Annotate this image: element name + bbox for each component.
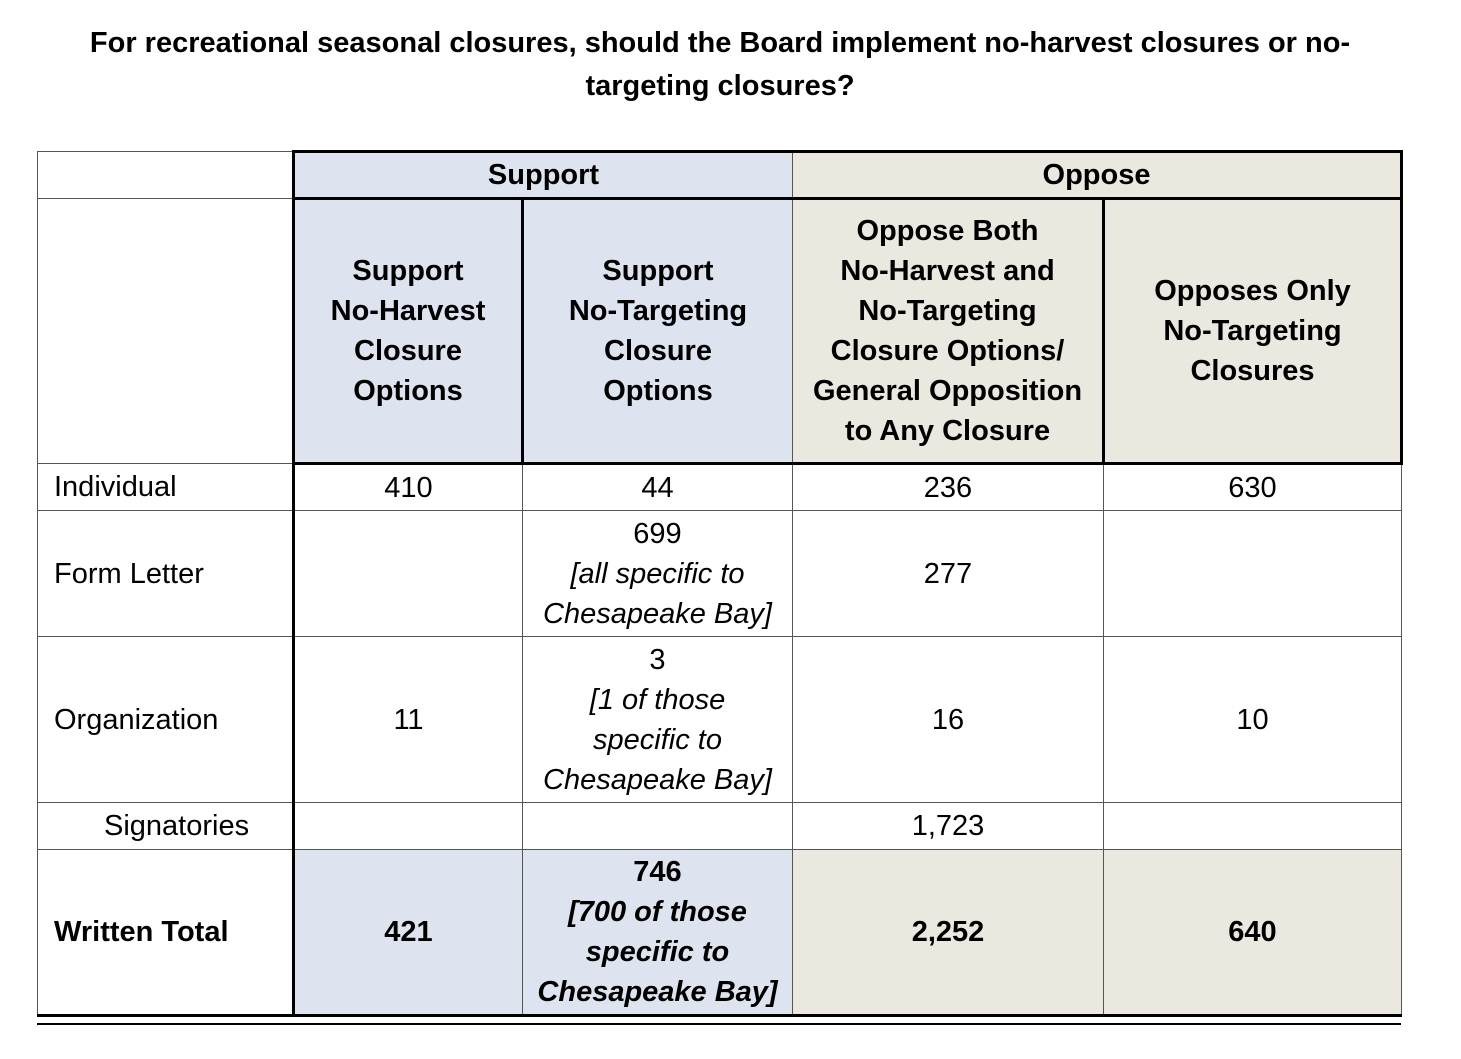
data-cell (294, 511, 523, 637)
column-header-line: Closures (1190, 355, 1315, 387)
cell-value: 11 (393, 703, 424, 736)
data-cell (1104, 464, 1402, 511)
oppose-group-header: Oppose (793, 152, 1402, 199)
column-header-row (38, 199, 1402, 464)
total-cell (523, 850, 793, 1016)
column-header-line: General Opposition (812, 375, 1083, 407)
data-cell (294, 464, 523, 511)
cell-value: 277 (923, 557, 973, 590)
data-cell (793, 464, 1104, 511)
data-cell (523, 464, 793, 511)
table-row (38, 637, 1402, 803)
row-label: Organization (38, 637, 294, 803)
column-header-line: Support (352, 255, 464, 287)
cell-note: [all specific to (570, 557, 745, 590)
cell-note: specific to (593, 723, 722, 756)
closure-comments-table (37, 150, 1403, 1017)
row-label: Signatories (38, 803, 294, 850)
cell-value: 410 (384, 471, 433, 504)
column-header-line: Support (602, 255, 714, 287)
total-cell (1104, 850, 1402, 1016)
cell-note: Chesapeake Bay] (537, 976, 778, 1008)
column-header-line: No-Targeting (1163, 315, 1342, 347)
group-header-row (38, 152, 1402, 199)
cell-note: Chesapeake Bay] (543, 597, 772, 630)
col-header-support-no-harvest (294, 199, 523, 464)
cell-note: Chesapeake Bay] (543, 763, 772, 796)
data-cell (294, 637, 523, 803)
column-header-line: Closure (604, 335, 712, 367)
total-row (38, 850, 1402, 1016)
cell-note: [700 of those (568, 896, 747, 928)
total-cell (294, 850, 523, 1016)
data-cell (793, 803, 1104, 850)
column-header-line: Oppose Both (856, 215, 1039, 247)
cell-value: 44 (641, 471, 674, 504)
cell-value: 3 (649, 643, 666, 676)
data-cell (1104, 803, 1402, 850)
title-line-2: targeting closures? (585, 70, 855, 102)
col-header-support-no-targeting (523, 199, 793, 464)
col-header-oppose-both (793, 199, 1104, 464)
column-header-line: No-Harvest and (840, 255, 1055, 287)
cell-value: 2,252 (911, 916, 985, 948)
cell-note: specific to (585, 936, 730, 968)
column-header-line: Closure Options/ (830, 335, 1065, 367)
data-cell (793, 511, 1104, 637)
column-header-line: No-Targeting (858, 295, 1037, 327)
cell-value: 16 (931, 703, 965, 736)
cell-value: 421 (384, 916, 433, 948)
data-cell (1104, 637, 1402, 803)
table-row (38, 511, 1402, 637)
column-header-line: Opposes Only (1154, 275, 1351, 307)
cell-value: 640 (1228, 916, 1277, 948)
data-cell (523, 511, 793, 637)
data-cell (1104, 511, 1402, 637)
page-title (20, 22, 1420, 108)
column-header-line: No-Harvest (330, 295, 486, 327)
column-header-line: Options (603, 375, 713, 407)
support-group-header: Support (294, 152, 793, 199)
table-row (38, 803, 1402, 850)
cell-value: 630 (1228, 471, 1277, 504)
title-line-1: For recreational seasonal closures, should the Board implement no-harvest closures or no- (89, 27, 1351, 59)
column-header-line: Closure (354, 335, 462, 367)
cell-note: [1 of those (589, 683, 726, 716)
column-header-line: to Any Closure (844, 415, 1051, 447)
header-corner-cell (38, 152, 294, 199)
data-cell (523, 803, 793, 850)
row-label: Individual (38, 464, 294, 511)
data-cell (523, 637, 793, 803)
column-header-line: No-Targeting (568, 295, 748, 327)
table-row (38, 464, 1402, 511)
row-label: Form Letter (38, 511, 294, 637)
cell-value: 1,723 (911, 810, 985, 842)
data-cell (294, 803, 523, 850)
row-label: Written Total (38, 850, 294, 1016)
data-cell (793, 637, 1104, 803)
table-bottom-rule (37, 1023, 1401, 1025)
header-corner-cell-2 (38, 199, 294, 464)
total-cell (793, 850, 1104, 1016)
cell-value: 746 (633, 856, 682, 888)
cell-value: 699 (633, 517, 682, 550)
column-header-line: Options (353, 375, 463, 407)
col-header-opposes-only-no-targeting (1104, 199, 1402, 464)
cell-value: 236 (923, 471, 973, 504)
cell-value: 10 (1236, 703, 1269, 736)
